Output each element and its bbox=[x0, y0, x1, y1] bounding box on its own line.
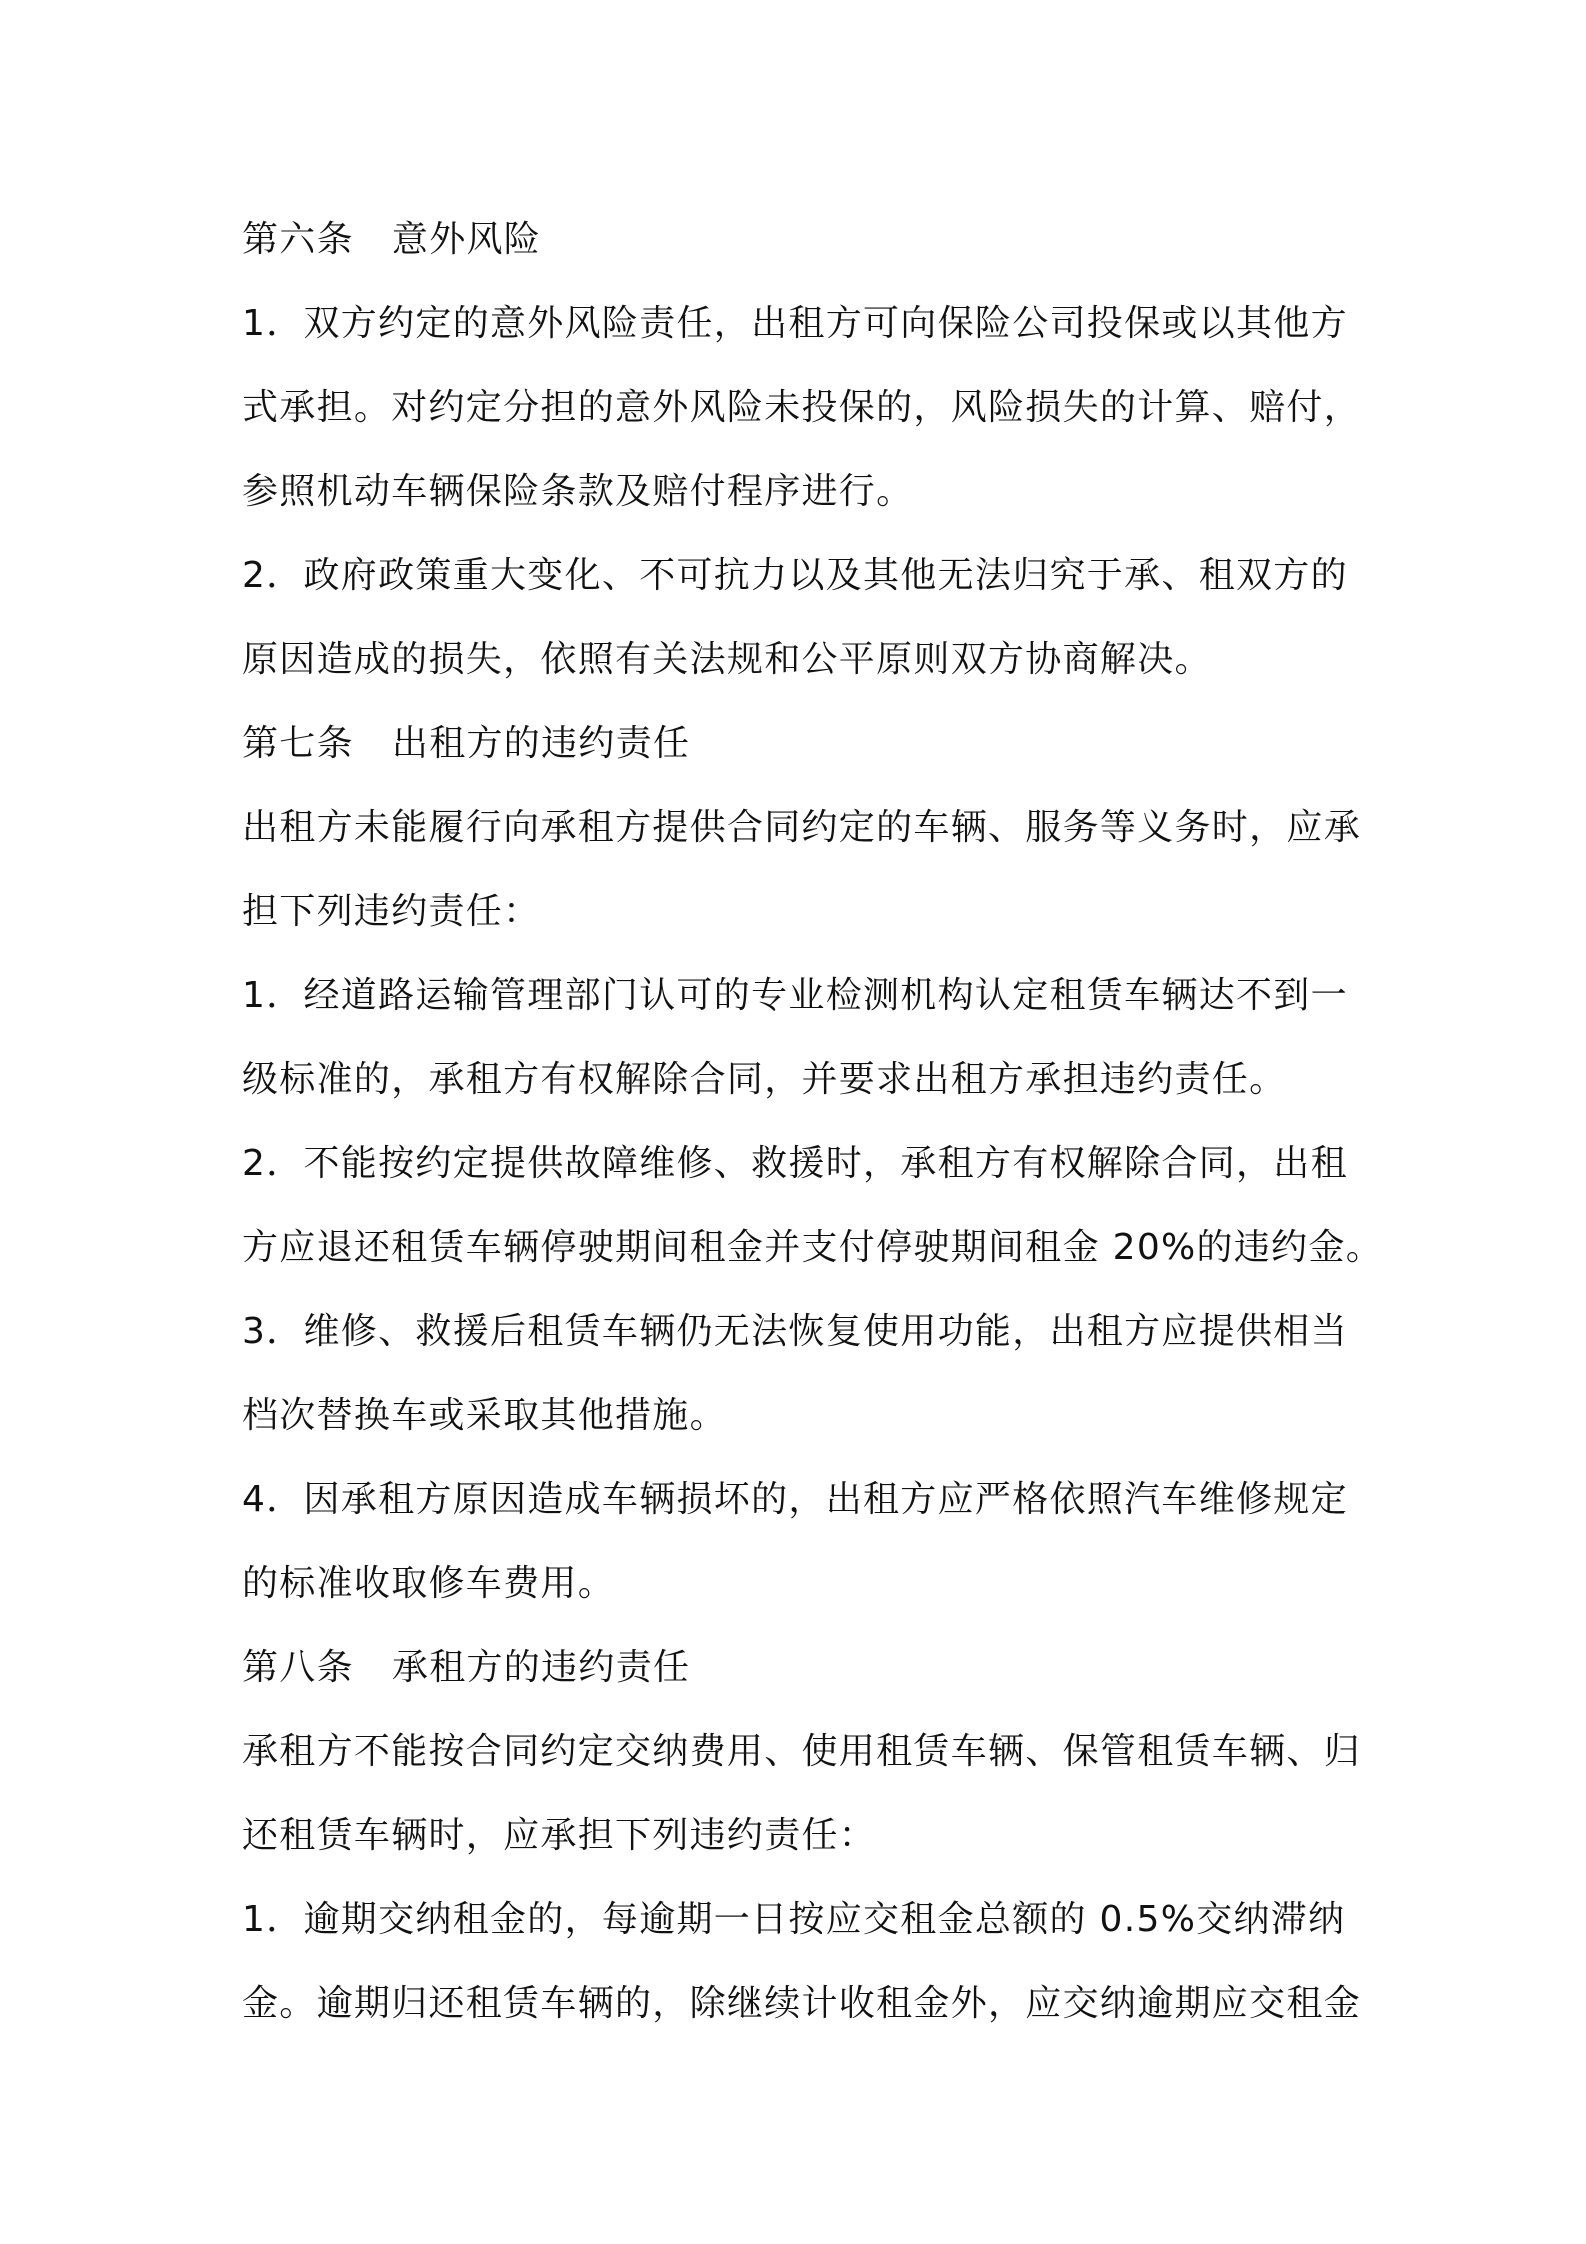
paragraph-line: 的标准收取修车费用。 bbox=[242, 1563, 616, 1604]
paragraph-line: 级标准的，承租方有权解除合同，并要求出租方承担违约责任。 bbox=[242, 1059, 1287, 1100]
article-6-heading bbox=[242, 198, 1362, 282]
article-8-heading bbox=[242, 1626, 1362, 1710]
paragraph-line: 金。逾期归还租赁车辆的，除继续计收租金外，应交纳逾期应交租金 bbox=[242, 1983, 1362, 2024]
paragraph-line: 方应退还租赁车辆停驶期间租金并支付停驶期间租金 20%的违约金。 bbox=[242, 1227, 1384, 1268]
article-7-title: 出租方的违约责任 bbox=[391, 723, 691, 764]
article-8-number: 第八条 bbox=[242, 1647, 354, 1688]
article-7-paragraph-4 bbox=[242, 1458, 1362, 1626]
article-6-paragraph-1 bbox=[242, 282, 1362, 534]
paragraph-line: 2．不能按约定提供故障维修、救援时，承租方有权解除合同，出租 bbox=[242, 1143, 1348, 1184]
article-7-paragraph-1 bbox=[242, 954, 1362, 1122]
paragraph-line: 参照机动车辆保险条款及赔付程序进行。 bbox=[242, 471, 914, 512]
paragraph-line: 1．经道路运输管理部门认可的专业检测机构认定租赁车辆达不到一 bbox=[242, 975, 1348, 1016]
paragraph-line: 还租赁车辆时，应承担下列违约责任： bbox=[242, 1815, 877, 1856]
article-7-intro bbox=[242, 786, 1362, 954]
paragraph-line: 档次替换车或采取其他措施。 bbox=[242, 1395, 727, 1436]
paragraph-line: 2．政府政策重大变化、不可抗力以及其他无法归究于承、租双方的 bbox=[242, 555, 1348, 596]
article-6-number: 第六条 bbox=[242, 219, 354, 260]
article-7-heading bbox=[242, 702, 1362, 786]
article-6-paragraph-2 bbox=[242, 534, 1362, 702]
article-8-intro bbox=[242, 1710, 1362, 1878]
article-8-title: 承租方的违约责任 bbox=[391, 1647, 691, 1688]
paragraph-line: 原因造成的损失，依照有关法规和公平原则双方协商解决。 bbox=[242, 639, 1212, 680]
article-7-paragraph-2 bbox=[242, 1122, 1384, 1290]
paragraph-line: 1．逾期交纳租金的，每逾期一日按应交租金总额的 0.5%交纳滞纳 bbox=[242, 1899, 1346, 1940]
paragraph-line: 3．维修、救援后租赁车辆仍无法恢复使用功能，出租方应提供相当 bbox=[242, 1311, 1348, 1352]
paragraph-line: 1．双方约定的意外风险责任，出租方可向保险公司投保或以其他方 bbox=[242, 303, 1348, 344]
paragraph-line: 承租方不能按合同约定交纳费用、使用租赁车辆、保管租赁车辆、归 bbox=[242, 1731, 1362, 1772]
paragraph-line: 出租方未能履行向承租方提供合同约定的车辆、服务等义务时，应承 bbox=[242, 807, 1362, 848]
contract-text bbox=[242, 198, 1384, 2046]
paragraph-line: 式承担。对约定分担的意外风险未投保的，风险损失的计算、赔付， bbox=[242, 387, 1362, 428]
article-7-paragraph-3 bbox=[242, 1290, 1362, 1458]
paragraph-line: 4．因承租方原因造成车辆损坏的，出租方应严格依照汽车维修规定 bbox=[242, 1479, 1348, 1520]
article-8-paragraph-1 bbox=[242, 1878, 1362, 2046]
article-7-number: 第七条 bbox=[242, 723, 354, 764]
paragraph-line: 担下列违约责任： bbox=[242, 891, 541, 932]
article-6-title: 意外风险 bbox=[391, 219, 542, 260]
